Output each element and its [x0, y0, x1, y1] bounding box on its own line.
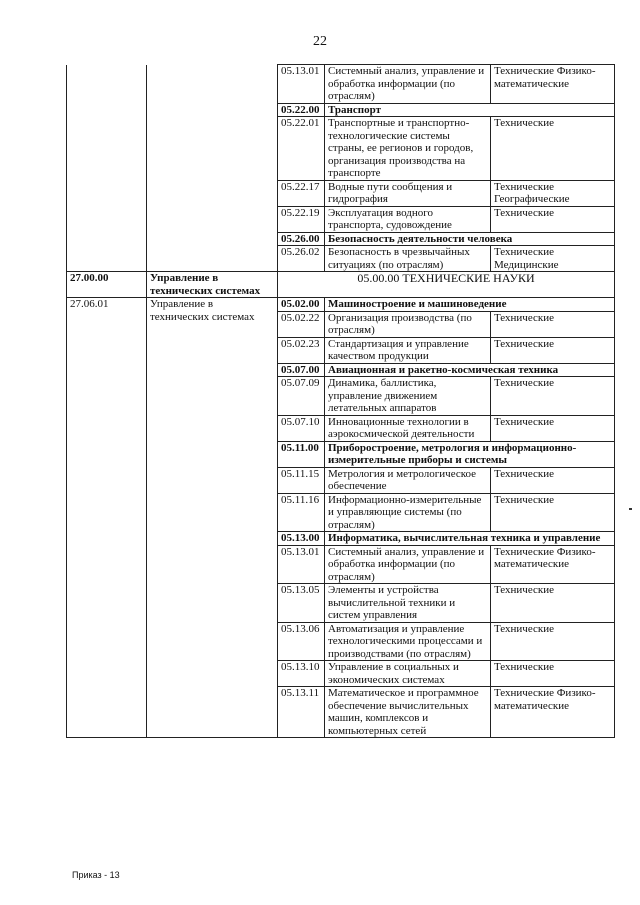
group-row: [67, 272, 615, 298]
specialty-name: Транспорт: [325, 103, 615, 117]
specialty-code: 05.26.02: [278, 246, 325, 272]
specialty-code: 05.11.15: [278, 467, 325, 493]
group-name: Управление в технических системах: [147, 272, 278, 298]
specialty-name: Информационно-измерительные и управляющие системы (по отраслям): [325, 493, 491, 532]
specialty-code: 05.22.17: [278, 180, 325, 206]
specialty-code: 05.11.00: [278, 441, 325, 467]
top-table-body: [67, 65, 615, 272]
scan-mark: [629, 508, 632, 510]
specialty-code: 05.13.06: [278, 622, 325, 661]
specialty-table: [66, 64, 615, 738]
specialty-name: Математическое и программное обеспечение вычислительных машин, комплексов и компьютерных сетей: [325, 687, 491, 738]
specialty-name: Безопасность в чрезвычайных ситуациях (по отраслям): [325, 246, 491, 272]
science-field: Технические: [491, 415, 615, 441]
specialty-code: 05.07.09: [278, 377, 325, 416]
science-field: Технические: [491, 311, 615, 337]
specialty-code: 05.13.11: [278, 687, 325, 738]
page-number: 22: [313, 34, 327, 49]
specialty-code: 05.02.22: [278, 311, 325, 337]
specialty-group-name: Управление в технических системах: [147, 298, 278, 738]
specialty-name: Стандартизация и управление качеством продукции: [325, 337, 491, 363]
bottom-table-body: [67, 298, 615, 738]
specialty-code: 05.26.00: [278, 232, 325, 246]
science-field: Технические: [491, 206, 615, 232]
specialty-code: 05.22.01: [278, 117, 325, 181]
science-field: Технические: [491, 467, 615, 493]
specialty-code: 05.13.01: [278, 545, 325, 584]
specialty-name: Инновационные технологии в аэрокосмической деятельности: [325, 415, 491, 441]
specialty-name: Системный анализ, управление и обработка информации (по отраслям): [325, 65, 491, 104]
science-field: Технические: [491, 661, 615, 687]
specialty-name: Динамика, баллистика, управление движением летательных аппаратов: [325, 377, 491, 416]
specialty-name: Управление в социальных и экономических системах: [325, 661, 491, 687]
empty-cell: [67, 65, 147, 272]
table-row: [67, 65, 615, 104]
empty-cell: [147, 65, 278, 272]
science-field: Технические: [491, 377, 615, 416]
specialty-code: 05.13.00: [278, 532, 325, 546]
science-field: Технические: [491, 584, 615, 623]
specialty-code: 05.11.16: [278, 493, 325, 532]
specialty-name: Элементы и устройства вычислительной техники и систем управления: [325, 584, 491, 623]
specialty-code: 05.02.23: [278, 337, 325, 363]
specialty-name: Информатика, вычислительная техника и управление: [325, 532, 615, 546]
specialty-group-code: 27.06.01: [67, 298, 147, 738]
science-field: Технические Физико-математические: [491, 687, 615, 738]
science-field: Технические Географические: [491, 180, 615, 206]
specialty-name: Автоматизация и управление технологическими процессами и производствами (по отраслям): [325, 622, 491, 661]
specialty-code: 05.22.00: [278, 103, 325, 117]
specialty-code: 05.07.00: [278, 363, 325, 377]
specialty-name: Метрология и метрологическое обеспечение: [325, 467, 491, 493]
science-field: Технические Физико-математические: [491, 65, 615, 104]
specialty-name: Организация производства (по отраслям): [325, 311, 491, 337]
specialty-code: 05.13.01: [278, 65, 325, 104]
specialty-name: Системный анализ, управление и обработка информации (по отраслям): [325, 545, 491, 584]
table-row: [67, 298, 615, 312]
science-field: Технические: [491, 622, 615, 661]
specialty-name: Машиностроение и машиноведение: [325, 298, 615, 312]
specialty-name: Авиационная и ракетно-космическая техника: [325, 363, 615, 377]
specialty-name: Водные пути сообщения и гидрография: [325, 180, 491, 206]
specialty-code: 05.13.10: [278, 661, 325, 687]
science-field: Технические: [491, 493, 615, 532]
science-field: Технические: [491, 117, 615, 181]
specialty-code: 05.13.05: [278, 584, 325, 623]
section-heading: 05.00.00 ТЕХНИЧЕСКИЕ НАУКИ: [278, 272, 615, 298]
specialty-name: Эксплуатация водного транспорта, судовождение: [325, 206, 491, 232]
specialty-code: 05.22.19: [278, 206, 325, 232]
science-field: Технические Медицинские: [491, 246, 615, 272]
specialty-name: Безопасность деятельности человека: [325, 232, 615, 246]
science-field: Технические: [491, 337, 615, 363]
specialty-code: 05.07.10: [278, 415, 325, 441]
specialty-code: 05.02.00: [278, 298, 325, 312]
group-body: [67, 272, 615, 298]
specialty-name: Приборостроение, метрология и информационно-измерительные приборы и системы: [325, 441, 615, 467]
group-code: 27.00.00: [67, 272, 147, 298]
footer-label: Приказ - 13: [72, 870, 120, 880]
specialty-name: Транспортные и транспортно-технологические системы страны, ее регионов и городов, организация производства на транспорте: [325, 117, 491, 181]
science-field: Технические Физико-математические: [491, 545, 615, 584]
